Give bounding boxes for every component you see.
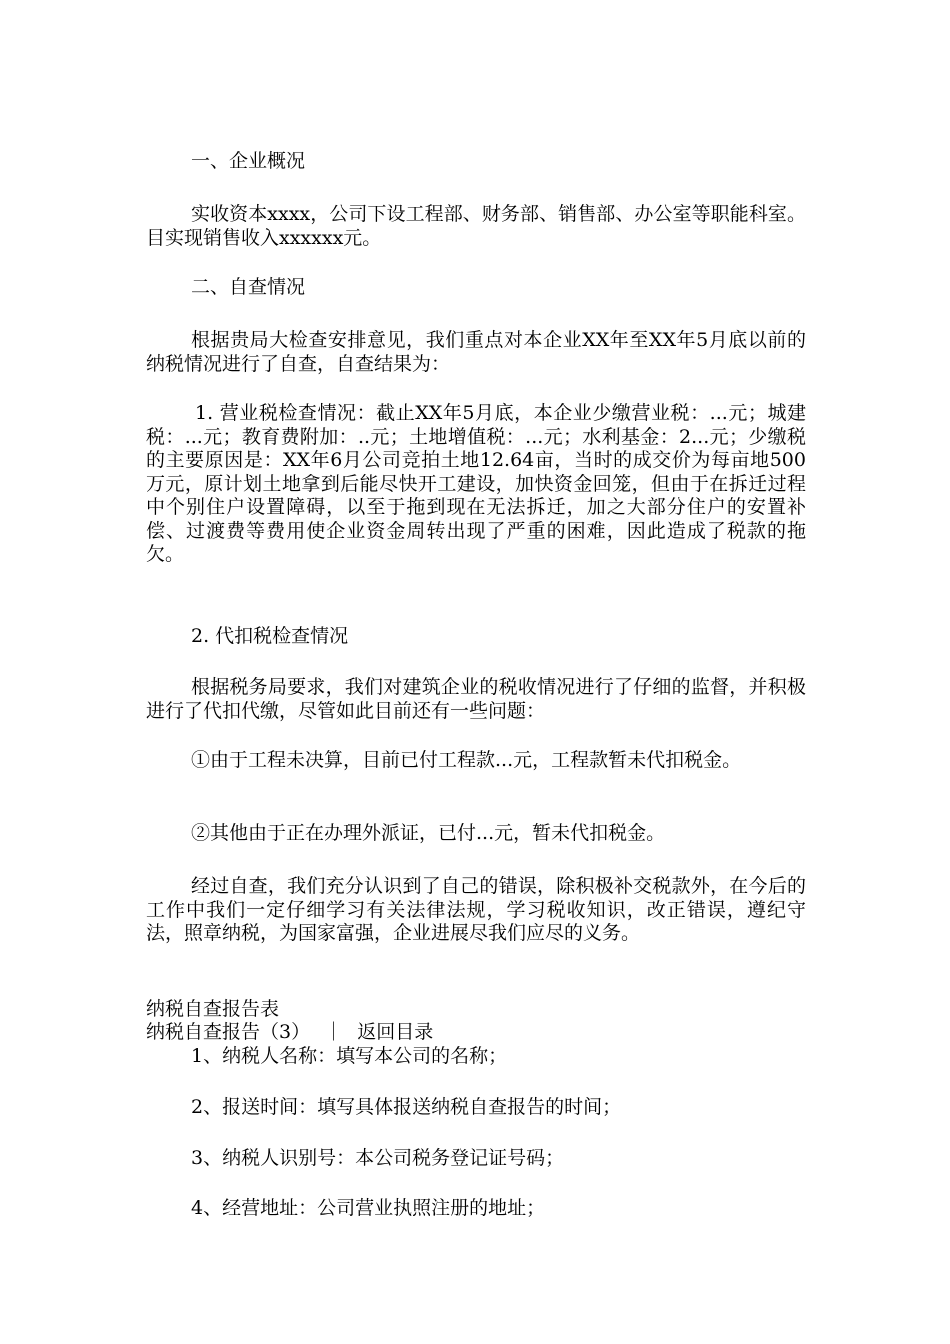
report-title-3: 纳税自查报告（3） [146,1021,311,1043]
back-to-toc-link[interactable]: 返回目录 [357,1021,434,1043]
paragraph-capital: 实收资本xxxx，公司下设工程部、财务部、销售部、办公室等职能科室。目实现销售收入xxxxxx元。 [146,203,806,249]
list-item-2: 2、报送时间：填写具体报送纳税自查报告的时间； [191,1096,622,1118]
section-heading-selfcheck: 二、自查情况 [191,276,306,298]
paragraph-issue-2: ②其他由于正在办理外派证，已付...元，暂未代扣税金。 [191,822,666,844]
paragraph-issue-1: ①由于工程未决算，目前已付工程款...元，工程款暂未代扣税金。 [191,749,742,771]
paragraph-business-tax: 1. 营业税检查情况：截止XX年5月底，本企业少缴营业税：...元；城建税：...元；教育费附加：..元；土地增值税：...元；水利基金：2...元；少缴税的主要原因是：XX年6月公司竞拍土地12.64亩，当时的成交价为每亩地500万元，原计划土地拿到后能尽快开工建设，加快资金回笼，但由于在拆迁过程中个别住户设置障碍，以至于拖到现在无法拆迁，加之大部分住户的安置补偿、过渡费等费用使企业资金周转出现了严重的困难，因此造成了税款的拖欠。 [146,402,806,565]
list-item-1: 1、纳税人名称：填写本公司的名称； [191,1045,508,1067]
report-nav-line [146,1021,433,1045]
paragraph-withholding: 根据税务局要求，我们对建筑企业的税收情况进行了仔细的监督，并积极进行了代扣代缴，尽管如此目前还有一些问题： [146,676,806,722]
separator: ｜ [324,1021,344,1043]
list-item-3: 3、纳税人识别号：本公司税务登记证号码； [191,1147,565,1169]
report-form-title: 纳税自查报告表 [146,998,280,1020]
paragraph-selfcheck-intro: 根据贵局大检查安排意见，我们重点对本企业XX年至XX年5月底以前的纳税情况进行了自查，自查结果为： [146,329,806,375]
list-item-4: 4、经营地址：公司营业执照注册的地址； [191,1197,546,1219]
paragraph-conclusion: 经过自查，我们充分认识到了自己的错误，除积极补交税款外，在今后的工作中我们一定仔细学习有关法律法规，学习税收知识，改正错误，遵纪守法，照章纳税，为国家富强，企业进展尽我们应尽的义务。 [146,875,806,944]
subheading-withholding: 2. 代扣税检查情况 [191,625,349,647]
section-heading-overview: 一、企业概况 [191,150,306,172]
